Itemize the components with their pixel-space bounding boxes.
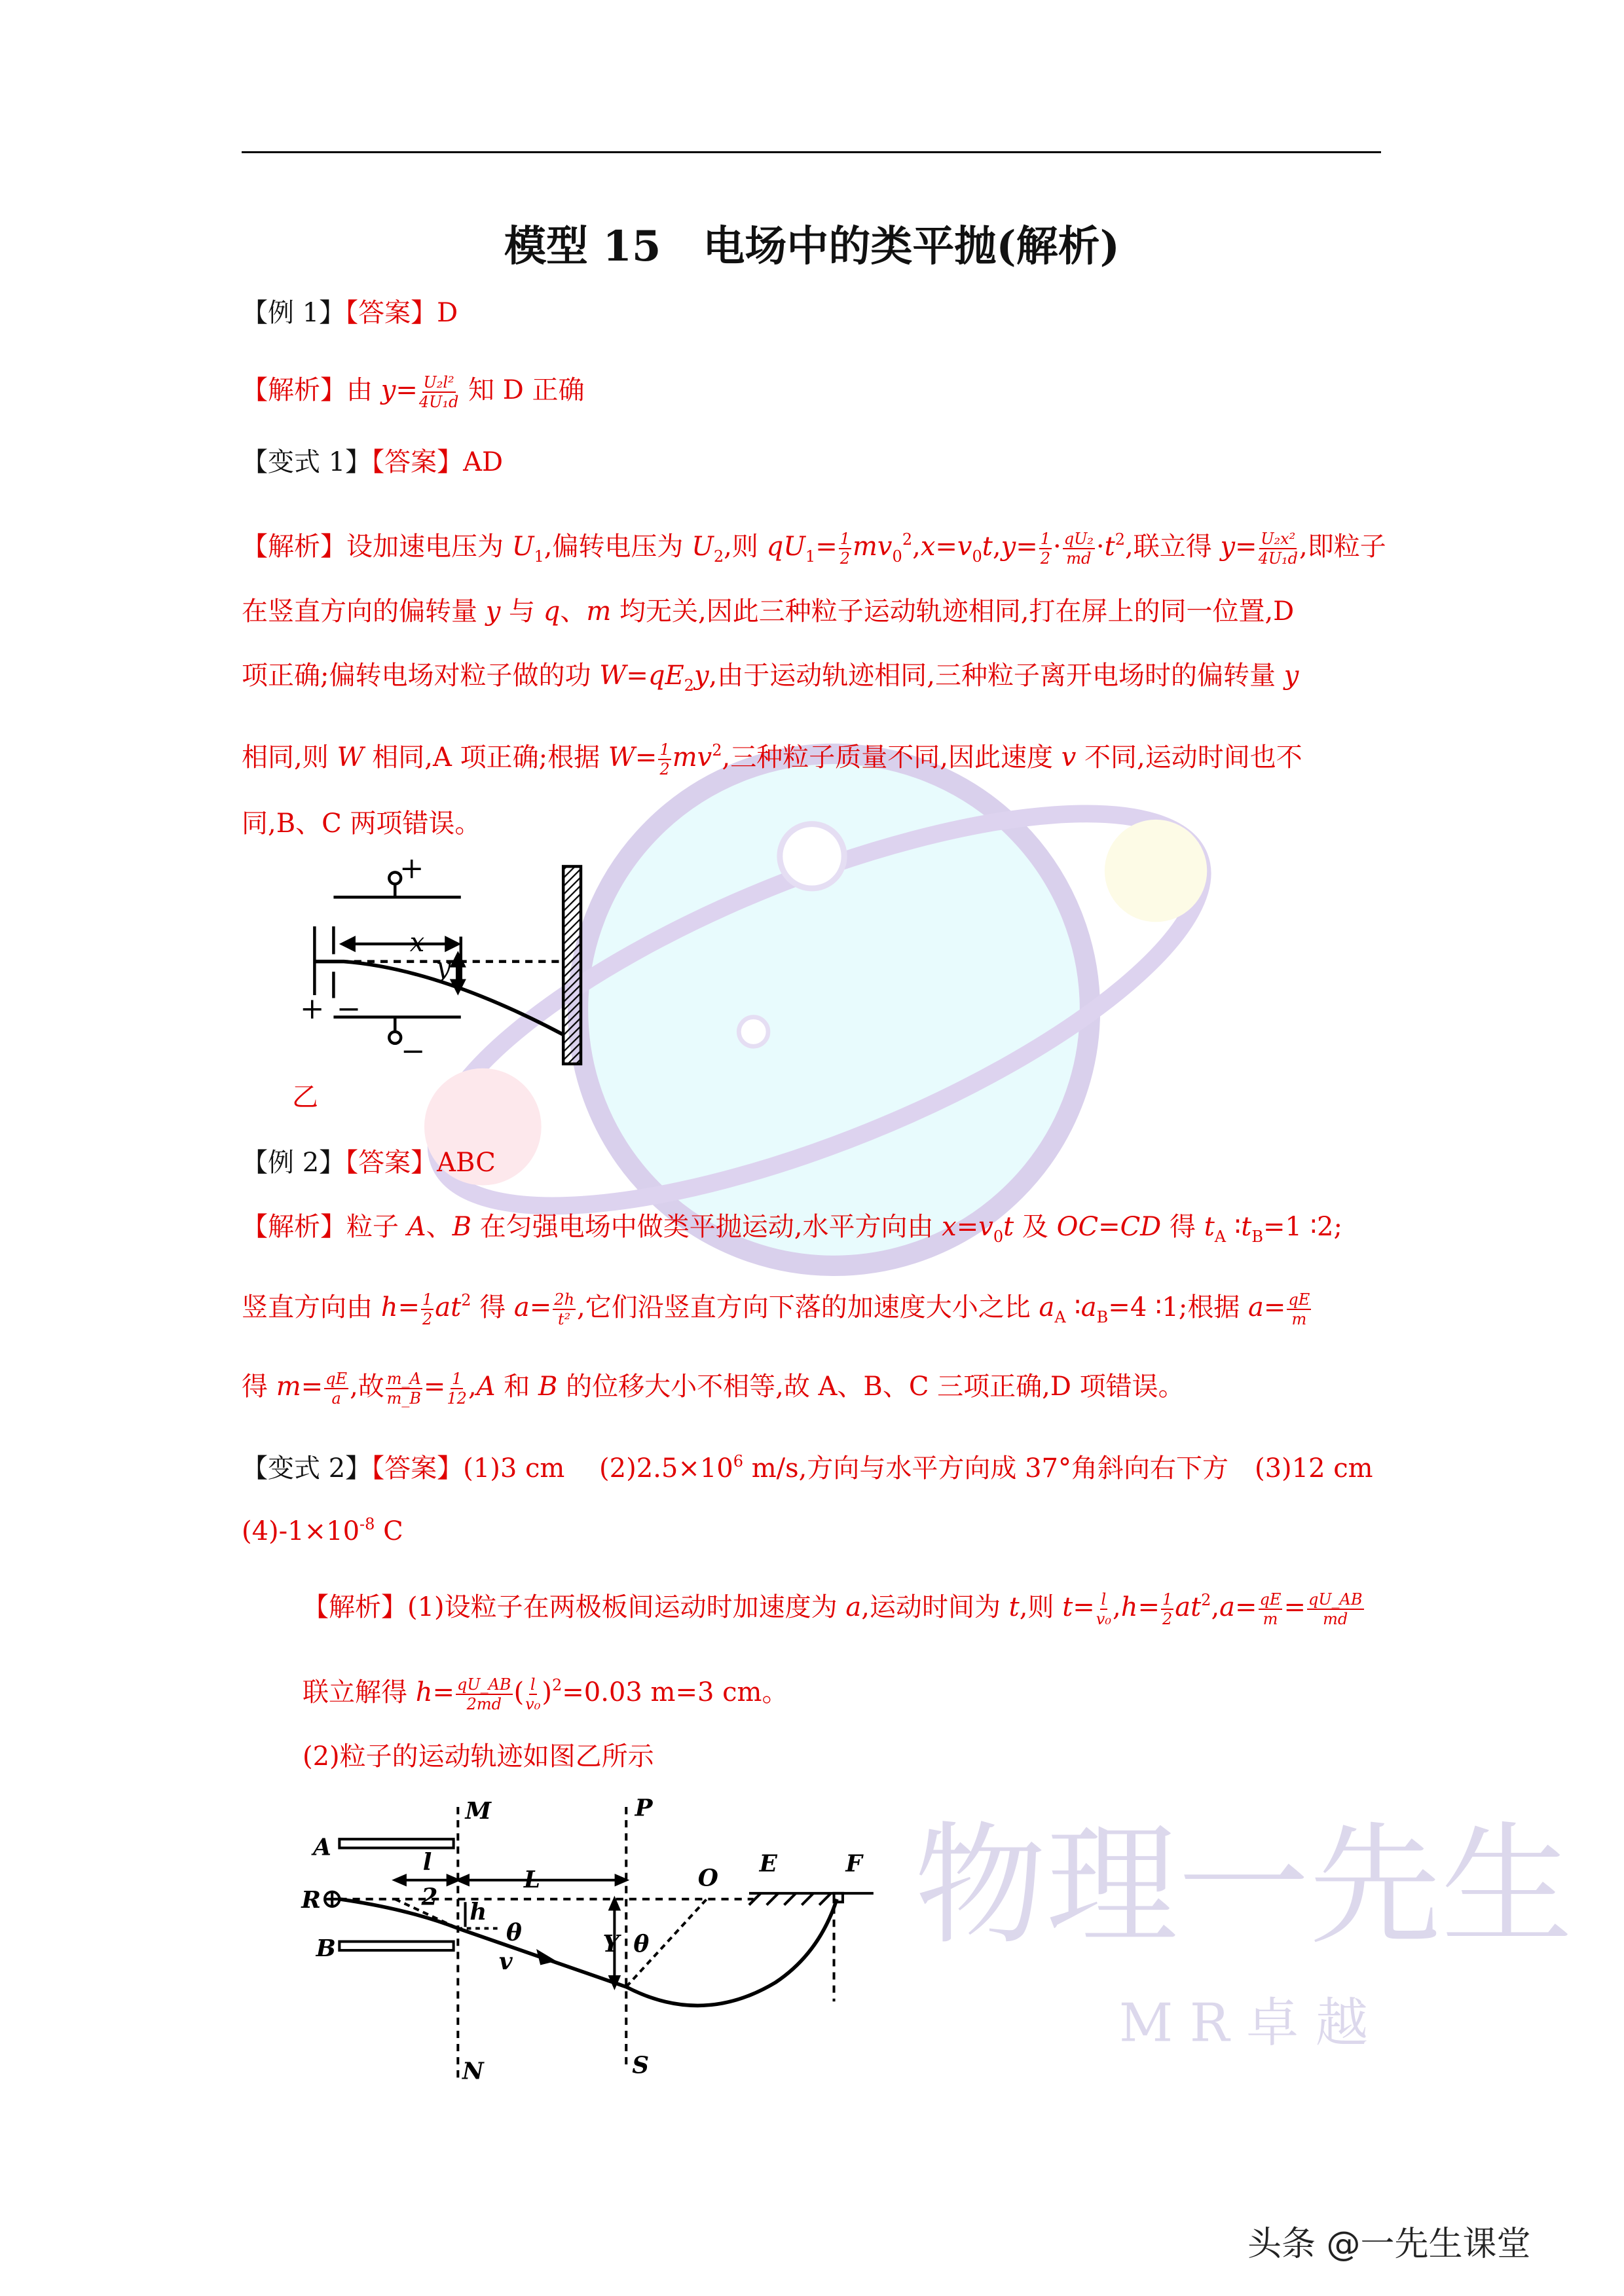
superscript: 6 [733, 1452, 744, 1470]
math-var: t [1204, 1212, 1215, 1242]
math-var: a [1219, 1592, 1236, 1622]
text: = [1098, 1212, 1120, 1242]
text: , [1112, 1592, 1121, 1622]
math-var: m [276, 1372, 301, 1402]
text: , [1211, 1592, 1220, 1622]
text: = [1283, 1592, 1306, 1622]
math-var: t [1241, 1212, 1252, 1242]
superscript: 2 [1201, 1591, 1211, 1609]
numerator: qU_AB [1308, 1590, 1363, 1609]
denominator: m [1291, 1310, 1307, 1328]
label-N: N [462, 2057, 484, 2085]
text: 的位移大小不相等,故 A、B、C 三项正确,D 项错误。 [557, 1372, 1185, 1402]
text: = [626, 661, 648, 691]
denominator: m [1263, 1610, 1278, 1628]
math-var: U [692, 532, 714, 562]
text: = [635, 742, 657, 773]
math-var: B [538, 1372, 558, 1402]
numerator: qE [325, 1370, 348, 1388]
math-var: B [452, 1212, 472, 1242]
subscript: 0 [892, 547, 902, 566]
math-var: h [1120, 1592, 1138, 1622]
text: =1 ∶2; [1263, 1212, 1342, 1242]
math-var: a [1039, 1292, 1055, 1322]
text: =4 ∶1;根据 [1108, 1292, 1249, 1322]
text: = [301, 1372, 323, 1402]
math-var: a [845, 1592, 862, 1622]
text: ∶ [1065, 1292, 1081, 1322]
subscript: 1 [534, 547, 544, 566]
label-O: O [697, 1864, 718, 1892]
label-R: R [301, 1886, 321, 1914]
math-var: at [435, 1292, 462, 1322]
section-label: 【变式 1】 [242, 447, 372, 477]
numerator: qU_AB [457, 1675, 511, 1694]
watermark-subtext: M R 卓 越 [1118, 1992, 1369, 2054]
math-var: W [599, 661, 627, 691]
math-var: a [513, 1292, 530, 1322]
label-h: h [470, 1898, 487, 1926]
text: = [1235, 1592, 1257, 1622]
text: ,三种粒子质量不同,因此速度 [722, 742, 1061, 773]
label-B: B [316, 1934, 336, 1962]
text: = [432, 1677, 454, 1707]
numerator: 1 [659, 740, 670, 759]
text: 、 [560, 596, 587, 627]
text: 【答案】ABC [345, 1148, 496, 1178]
text: 在竖直方向的偏转量 [242, 596, 486, 627]
label-plus-top: + [399, 851, 424, 886]
text: 乙 [292, 1082, 318, 1112]
text: ∶ [1226, 1212, 1242, 1242]
velocity-arrowhead [538, 1952, 553, 1963]
numerator: m_A [386, 1370, 421, 1388]
numerator: 1 [422, 1290, 433, 1309]
math-var: y [485, 596, 501, 627]
text: = [935, 532, 957, 562]
label-P: P [635, 1794, 653, 1822]
text: 联立解得 [303, 1677, 416, 1707]
bottom-terminal [389, 1032, 401, 1044]
text: C [375, 1516, 403, 1546]
text: , [912, 532, 921, 562]
math-var: v [1061, 742, 1077, 773]
text: ,故 [350, 1372, 384, 1402]
denominator: a [331, 1389, 341, 1408]
denominator: 2 [422, 1310, 433, 1328]
denominator: 2 [1162, 1610, 1173, 1628]
text: ,则 [724, 532, 767, 562]
math-var: x [920, 532, 936, 562]
math-var: A [407, 1212, 426, 1242]
numerator: U₂l² [423, 373, 454, 392]
text: 知 D 正确 [460, 375, 585, 405]
denominator: v₀ [1096, 1610, 1111, 1628]
text: 相同,A 项正确;根据 [363, 742, 608, 773]
text: = [397, 1292, 420, 1322]
text: 【答案】D [345, 298, 458, 328]
text: ) [542, 1677, 552, 1707]
numerator: 1 [1162, 1590, 1173, 1609]
label-theta-1: θ [506, 1918, 522, 1946]
subscript: 1 [805, 547, 816, 566]
text: = [1235, 532, 1257, 562]
math-var: y [380, 375, 396, 405]
text: = [423, 1372, 446, 1402]
denominator: t² [558, 1310, 571, 1328]
text: ,它们沿竖直方向下落的加速度大小之比 [577, 1292, 1039, 1322]
math-var: qE [648, 661, 684, 691]
numerator: qE [1259, 1590, 1282, 1609]
subscript: A [1214, 1228, 1227, 1246]
numerator: 1 [452, 1370, 462, 1388]
numerator: qU₂ [1063, 530, 1094, 548]
subscript: A [1054, 1308, 1066, 1326]
math-var: y [1001, 532, 1016, 562]
text: 及 [1014, 1212, 1057, 1242]
text: 得 [1161, 1212, 1204, 1242]
text: 相同,则 [242, 742, 337, 773]
denominator: md [1323, 1610, 1348, 1628]
text: 【解析】粒子 [242, 1212, 407, 1242]
denominator: 4U₁d [418, 393, 459, 411]
text: (2)粒子的运动轨迹如图乙所示 [303, 1741, 654, 1772]
label-y: y [435, 952, 451, 983]
label-minus-left: − [336, 991, 361, 1026]
denominator: 2 [659, 760, 670, 778]
math-var: t [1062, 1592, 1073, 1622]
denominator: md [1066, 549, 1092, 568]
math-var: v [978, 1212, 993, 1242]
text: 、 [426, 1212, 452, 1242]
subscript: 2 [684, 676, 694, 695]
math-var: m [586, 596, 612, 627]
text: = [956, 1212, 979, 1242]
label-A: A [313, 1833, 331, 1861]
numerator: U₂x² [1261, 530, 1296, 548]
text: 得 [242, 1372, 276, 1402]
math-var: t [1008, 1592, 1020, 1622]
math-var: U [511, 532, 534, 562]
math-var: mv [853, 532, 893, 562]
math-var: a [1248, 1292, 1264, 1322]
text: = [396, 375, 418, 405]
subscript: 2 [713, 547, 724, 566]
text: = [529, 1292, 552, 1322]
math-var: t [982, 532, 993, 562]
label-theta-2: θ [633, 1930, 650, 1958]
text: 【解析】由 [242, 375, 381, 405]
numerator: 2h [554, 1290, 575, 1309]
math-var: t [1003, 1212, 1014, 1242]
text: = [1137, 1592, 1160, 1622]
subscript: 0 [993, 1228, 1004, 1246]
math-var: t [1104, 532, 1115, 562]
superscript: 2 [902, 530, 913, 549]
label-l: l [422, 1848, 432, 1876]
denominator: m_B [386, 1389, 422, 1408]
text: = [1073, 1592, 1095, 1622]
figure-trajectory-labels [301, 1794, 864, 2085]
text: 同,B、C 两项错误。 [242, 809, 481, 839]
text: 【解析】设加速电压为 [242, 532, 512, 562]
label-Y: Y [602, 1930, 620, 1958]
denominator: 12 [447, 1389, 467, 1408]
math-var: h [415, 1677, 433, 1707]
superscript: 2 [461, 1291, 471, 1309]
math-var: x [942, 1212, 957, 1242]
superscript: -8 [360, 1515, 375, 1533]
text: ,由于运动轨迹相同,三种粒子离开电场时的偏转量 [709, 661, 1284, 691]
footer-watermark: 头条 @一先生课堂 [1247, 2225, 1531, 2264]
text: = [1263, 1292, 1286, 1322]
label-2: 2 [421, 1883, 438, 1911]
text: ,即粒子 [1299, 532, 1386, 562]
section-label: 【例 2】 [242, 1148, 346, 1178]
label-x: x [409, 927, 425, 958]
text: 项正确;偏转电场对粒子做的功 [242, 661, 600, 691]
superscript: 2 [551, 1676, 563, 1694]
math-var: W [337, 742, 364, 773]
text: ,偏转电压为 [544, 532, 692, 562]
math-var: y [1283, 661, 1299, 691]
text: , [468, 1372, 477, 1402]
text: 在匀强电场中做类平抛运动,水平方向由 [471, 1212, 942, 1242]
text: m/s,方向与水平方向成 37°角斜向右下方 (3)12 cm [743, 1453, 1373, 1484]
text: = [815, 532, 838, 562]
math-var: CD [1120, 1212, 1162, 1242]
plate-B [339, 1942, 453, 1950]
math-var: OC [1056, 1212, 1099, 1242]
math-var: A [476, 1372, 496, 1402]
text: 竖直方向由 [242, 1292, 381, 1322]
section-label: 【例 1】 [242, 298, 346, 328]
math-var: y [1220, 532, 1236, 562]
text: 【解析】(1)设粒子在两极板间运动时加速度为 [303, 1592, 846, 1622]
plate-A [339, 1839, 453, 1848]
text: , [992, 532, 1001, 562]
numerator: 1 [840, 530, 850, 548]
label-v: v [498, 1948, 513, 1976]
page-title: 模型 15 电场中的类平抛(解析) [504, 222, 1120, 271]
text: · [1052, 532, 1061, 562]
denominator: 4U₁d [1258, 549, 1299, 568]
watermark-text: 物理一先生 [914, 1809, 1573, 1963]
math-var: y [693, 661, 709, 691]
math-var: h [380, 1292, 398, 1322]
label-E: E [759, 1850, 777, 1878]
math-var: v [957, 532, 972, 562]
label-plus-left: + [300, 991, 325, 1026]
wall-hatch [749, 1893, 831, 1905]
numerator: l [530, 1675, 536, 1694]
text: 得 [471, 1292, 514, 1322]
denominator: 2 [840, 549, 850, 568]
math-var: q [543, 596, 561, 627]
denominator: v₀ [525, 1695, 541, 1713]
particle-path [339, 1899, 837, 2006]
text: =0.03 m=3 cm。 [562, 1677, 788, 1707]
screen [563, 866, 581, 1064]
text: (4)-1×10 [242, 1516, 360, 1546]
text: = [1016, 532, 1038, 562]
subscript: 0 [972, 547, 982, 566]
math-var: qU [766, 532, 805, 562]
section-label: 【变式 2】 [242, 1453, 372, 1484]
text: ,联立得 [1125, 532, 1221, 562]
math-var: a [1080, 1292, 1097, 1322]
text: 和 [495, 1372, 538, 1402]
label-S: S [632, 2051, 650, 2079]
text: ( [513, 1677, 525, 1707]
superscript: 2 [1115, 530, 1125, 549]
text: 【答案】(1)3 cm (2)2.5×10 [371, 1453, 733, 1484]
right-angle-mark [834, 1893, 843, 1902]
denominator: 2 [1040, 549, 1050, 568]
denominator: 2md [466, 1695, 502, 1713]
superscript: 2 [712, 741, 722, 759]
numerator: 1 [1040, 530, 1050, 548]
text: 与 [500, 596, 544, 627]
numerator: qE [1288, 1290, 1310, 1309]
subscript: B [1096, 1308, 1109, 1326]
subscript: B [1251, 1228, 1263, 1246]
math-var: W [608, 742, 635, 773]
text: 【答案】AD [371, 447, 504, 477]
label-M: M [465, 1796, 492, 1825]
text: 不同,运动时间也不 [1076, 742, 1302, 773]
label-L: L [523, 1865, 540, 1893]
text: ,则 [1019, 1592, 1063, 1622]
label-F: F [845, 1850, 862, 1878]
text: · [1096, 532, 1105, 562]
figure-trajectory [325, 1807, 874, 2077]
math-var: at [1175, 1592, 1202, 1622]
text: ,运动时间为 [861, 1592, 1009, 1622]
numerator: l [1101, 1590, 1107, 1609]
label-minus-bottom: − [401, 1034, 426, 1068]
math-var: mv [672, 742, 712, 773]
text: 均无关,因此三种粒子运动轨迹相同,打在屏上的同一位置,D [611, 596, 1295, 627]
